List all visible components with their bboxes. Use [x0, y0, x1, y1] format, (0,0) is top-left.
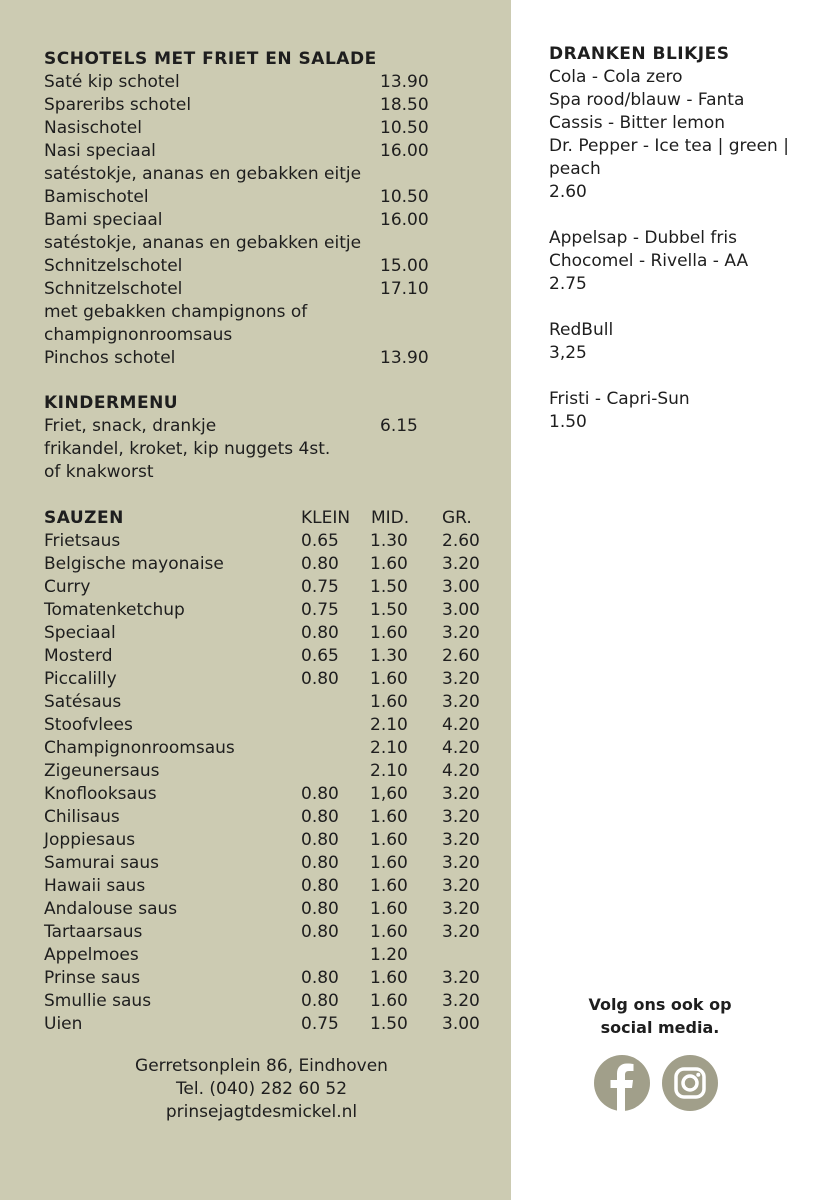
- sauce-name: Hawaii saus: [44, 876, 146, 896]
- sauce-name: Zigeunersaus: [44, 761, 160, 781]
- sauce-price-gr: 3.20: [442, 554, 480, 574]
- sauce-price-klein: 0.80: [301, 899, 339, 919]
- menu-item-description: of knakworst: [44, 462, 154, 482]
- sauce-price-gr: 3.20: [442, 692, 480, 712]
- sauce-price-mid: 1.30: [370, 531, 408, 551]
- sauce-price-mid: 1.50: [370, 1014, 408, 1034]
- sauce-price-mid: 1.60: [370, 669, 408, 689]
- drink-line: Spa rood/blauw - Fanta: [549, 90, 745, 110]
- sauce-price-mid: 1.60: [370, 876, 408, 896]
- menu-item-description: met gebakken champignons of: [44, 302, 308, 322]
- sauce-price-gr: 3.20: [442, 830, 480, 850]
- sauce-price-mid: 1.30: [370, 646, 408, 666]
- menu-item-price: 6.15: [380, 416, 418, 436]
- sauce-name: Samurai saus: [44, 853, 159, 873]
- sauce-name: Tartaarsaus: [44, 922, 143, 942]
- sauce-price-gr: 3.20: [442, 669, 480, 689]
- sauce-price-gr: 3.00: [442, 577, 480, 597]
- section-heading-kindermenu: KINDERMENU: [44, 393, 179, 413]
- sauce-name: Andalouse saus: [44, 899, 178, 919]
- sauce-price-gr: 3.20: [442, 968, 480, 988]
- sauce-price-gr: 3.00: [442, 1014, 480, 1034]
- sauce-price-klein: 0.75: [301, 600, 339, 620]
- social-text-line1: Volg ons ook op: [588, 995, 732, 1014]
- column-header-mid: MID.: [371, 508, 410, 528]
- sauce-price-gr: 4.20: [442, 761, 480, 781]
- menu-item-price: 18.50: [380, 95, 429, 115]
- drink-line: Chocomel - Rivella - AA: [549, 251, 749, 271]
- menu-item-name: Nasischotel: [44, 118, 142, 138]
- footer-phone: Tel. (040) 282 60 52: [175, 1079, 348, 1099]
- menu-item-price: 13.90: [380, 72, 429, 92]
- sauce-name: Frietsaus: [44, 531, 121, 551]
- drink-line: 3,25: [549, 343, 587, 363]
- sauce-price-mid: 1.60: [370, 830, 408, 850]
- sauce-price-klein: 0.80: [301, 784, 339, 804]
- sauce-price-klein: 0.65: [301, 531, 339, 551]
- sauce-price-klein: 0.65: [301, 646, 339, 666]
- menu-item-name: Spareribs schotel: [44, 95, 192, 115]
- sauce-price-mid: 1.60: [370, 899, 408, 919]
- menu-item-description: satéstokje, ananas en gebakken eitje: [44, 233, 362, 253]
- sauce-price-mid: 1.60: [370, 554, 408, 574]
- menu-item-description: satéstokje, ananas en gebakken eitje: [44, 164, 362, 184]
- sauce-price-gr: 2.60: [442, 531, 480, 551]
- sauce-price-mid: 1.20: [370, 945, 408, 965]
- sauce-price-gr: 3.20: [442, 784, 480, 804]
- sauce-price-klein: 0.75: [301, 1014, 339, 1034]
- sauce-price-klein: 0.80: [301, 807, 339, 827]
- sauce-price-gr: 3.20: [442, 807, 480, 827]
- sauce-price-gr: 4.20: [442, 738, 480, 758]
- drink-line: 2.75: [549, 274, 587, 294]
- drink-line: peach: [549, 159, 601, 179]
- sauce-price-mid: 1.60: [370, 692, 408, 712]
- sauce-name: Speciaal: [44, 623, 116, 643]
- menu-item-name: Schnitzelschotel: [44, 256, 183, 276]
- sauce-price-klein: 0.80: [301, 623, 339, 643]
- sauce-price-mid: 1,60: [370, 784, 408, 804]
- facebook-icon[interactable]: [594, 1055, 650, 1111]
- sauce-price-gr: 2.60: [442, 646, 480, 666]
- menu-item-name: Bami speciaal: [44, 210, 163, 230]
- sauce-price-klein: 0.75: [301, 577, 339, 597]
- section-heading-schotels: SCHOTELS MET FRIET EN SALADE: [44, 49, 377, 69]
- menu-item-price: 10.50: [380, 118, 429, 138]
- drink-line: 1.50: [549, 412, 587, 432]
- menu-item-price: 13.90: [380, 348, 429, 368]
- sauce-price-gr: 3.20: [442, 853, 480, 873]
- menu-item-price: 17.10: [380, 279, 429, 299]
- section-heading-sauzen: SAUZEN: [44, 508, 124, 528]
- menu-item-description: frikandel, kroket, kip nuggets 4st.: [44, 439, 331, 459]
- sauce-price-klein: 0.80: [301, 876, 339, 896]
- sauce-name: Smullie saus: [44, 991, 152, 1011]
- sauce-price-mid: 2.10: [370, 761, 408, 781]
- sauce-price-klein: 0.80: [301, 669, 339, 689]
- sauce-price-gr: 3.00: [442, 600, 480, 620]
- sauce-price-gr: 3.20: [442, 991, 480, 1011]
- sauce-name: Appelmoes: [44, 945, 139, 965]
- menu-item-price: 10.50: [380, 187, 429, 207]
- sauce-name: Piccalilly: [44, 669, 117, 689]
- sauce-price-klein: 0.80: [301, 922, 339, 942]
- menu-item-name: Schnitzelschotel: [44, 279, 183, 299]
- drink-line: RedBull: [549, 320, 614, 340]
- sauce-price-klein: 0.80: [301, 991, 339, 1011]
- sauce-name: Champignonroomsaus: [44, 738, 235, 758]
- sauce-name: Satésaus: [44, 692, 122, 712]
- sauce-price-mid: 1.60: [370, 623, 408, 643]
- sauce-name: Chilisaus: [44, 807, 120, 827]
- menu-item-price: 15.00: [380, 256, 429, 276]
- menu-item-price: 16.00: [380, 141, 429, 161]
- drink-line: Dr. Pepper - Ice tea | green |: [549, 136, 789, 156]
- sauce-price-mid: 1.60: [370, 853, 408, 873]
- sauce-name: Joppiesaus: [44, 830, 136, 850]
- menu-item-name: Pinchos schotel: [44, 348, 176, 368]
- footer-website[interactable]: prinsejagtdesmickel.nl: [165, 1102, 358, 1122]
- drink-line: Cola - Cola zero: [549, 67, 683, 87]
- sauce-price-klein: 0.80: [301, 830, 339, 850]
- sauce-price-gr: 3.20: [442, 922, 480, 942]
- sauce-name: Curry: [44, 577, 91, 597]
- sauce-name: Uien: [44, 1014, 83, 1034]
- sauce-price-mid: 2.10: [370, 715, 408, 735]
- menu-item-name: Bamischotel: [44, 187, 149, 207]
- footer-address: Gerretsonplein 86, Eindhoven: [135, 1056, 388, 1076]
- instagram-icon[interactable]: [662, 1055, 718, 1111]
- sauce-price-gr: 3.20: [442, 899, 480, 919]
- menu-item-name: Saté kip schotel: [44, 72, 180, 92]
- drink-line: Appelsap - Dubbel fris: [549, 228, 737, 248]
- sauce-name: Tomatenketchup: [44, 600, 185, 620]
- sauce-name: Stoofvlees: [44, 715, 133, 735]
- sauce-name: Knoflooksaus: [44, 784, 157, 804]
- section-heading-dranken: DRANKEN BLIKJES: [549, 44, 730, 64]
- sauce-price-mid: 1.50: [370, 577, 408, 597]
- drink-line: 2.60: [549, 182, 587, 202]
- sauce-price-gr: 3.20: [442, 876, 480, 896]
- sauce-name: Mosterd: [44, 646, 113, 666]
- menu-item-price: 16.00: [380, 210, 429, 230]
- menu-item-description: champignonroomsaus: [44, 325, 233, 345]
- column-header-gr: GR.: [442, 508, 472, 528]
- sauce-price-gr: 3.20: [442, 623, 480, 643]
- sauce-price-klein: 0.80: [301, 853, 339, 873]
- column-header-klein: KLEIN: [301, 508, 351, 528]
- drink-line: Fristi - Capri-Sun: [549, 389, 690, 409]
- sauce-price-klein: 0.80: [301, 554, 339, 574]
- sauce-name: Belgische mayonaise: [44, 554, 224, 574]
- sauce-price-klein: 0.80: [301, 968, 339, 988]
- sauce-price-mid: 2.10: [370, 738, 408, 758]
- sauce-price-mid: 1.60: [370, 968, 408, 988]
- sauce-price-gr: 4.20: [442, 715, 480, 735]
- menu-item-name: Nasi speciaal: [44, 141, 156, 161]
- menu-item-name: Friet, snack, drankje: [44, 416, 217, 436]
- drink-line: Cassis - Bitter lemon: [549, 113, 726, 133]
- sauce-price-mid: 1.60: [370, 922, 408, 942]
- sauce-price-mid: 1.50: [370, 600, 408, 620]
- sauce-name: Prinse saus: [44, 968, 141, 988]
- sauce-price-mid: 1.60: [370, 807, 408, 827]
- sauce-price-mid: 1.60: [370, 991, 408, 1011]
- social-text-line2: social media.: [600, 1018, 720, 1037]
